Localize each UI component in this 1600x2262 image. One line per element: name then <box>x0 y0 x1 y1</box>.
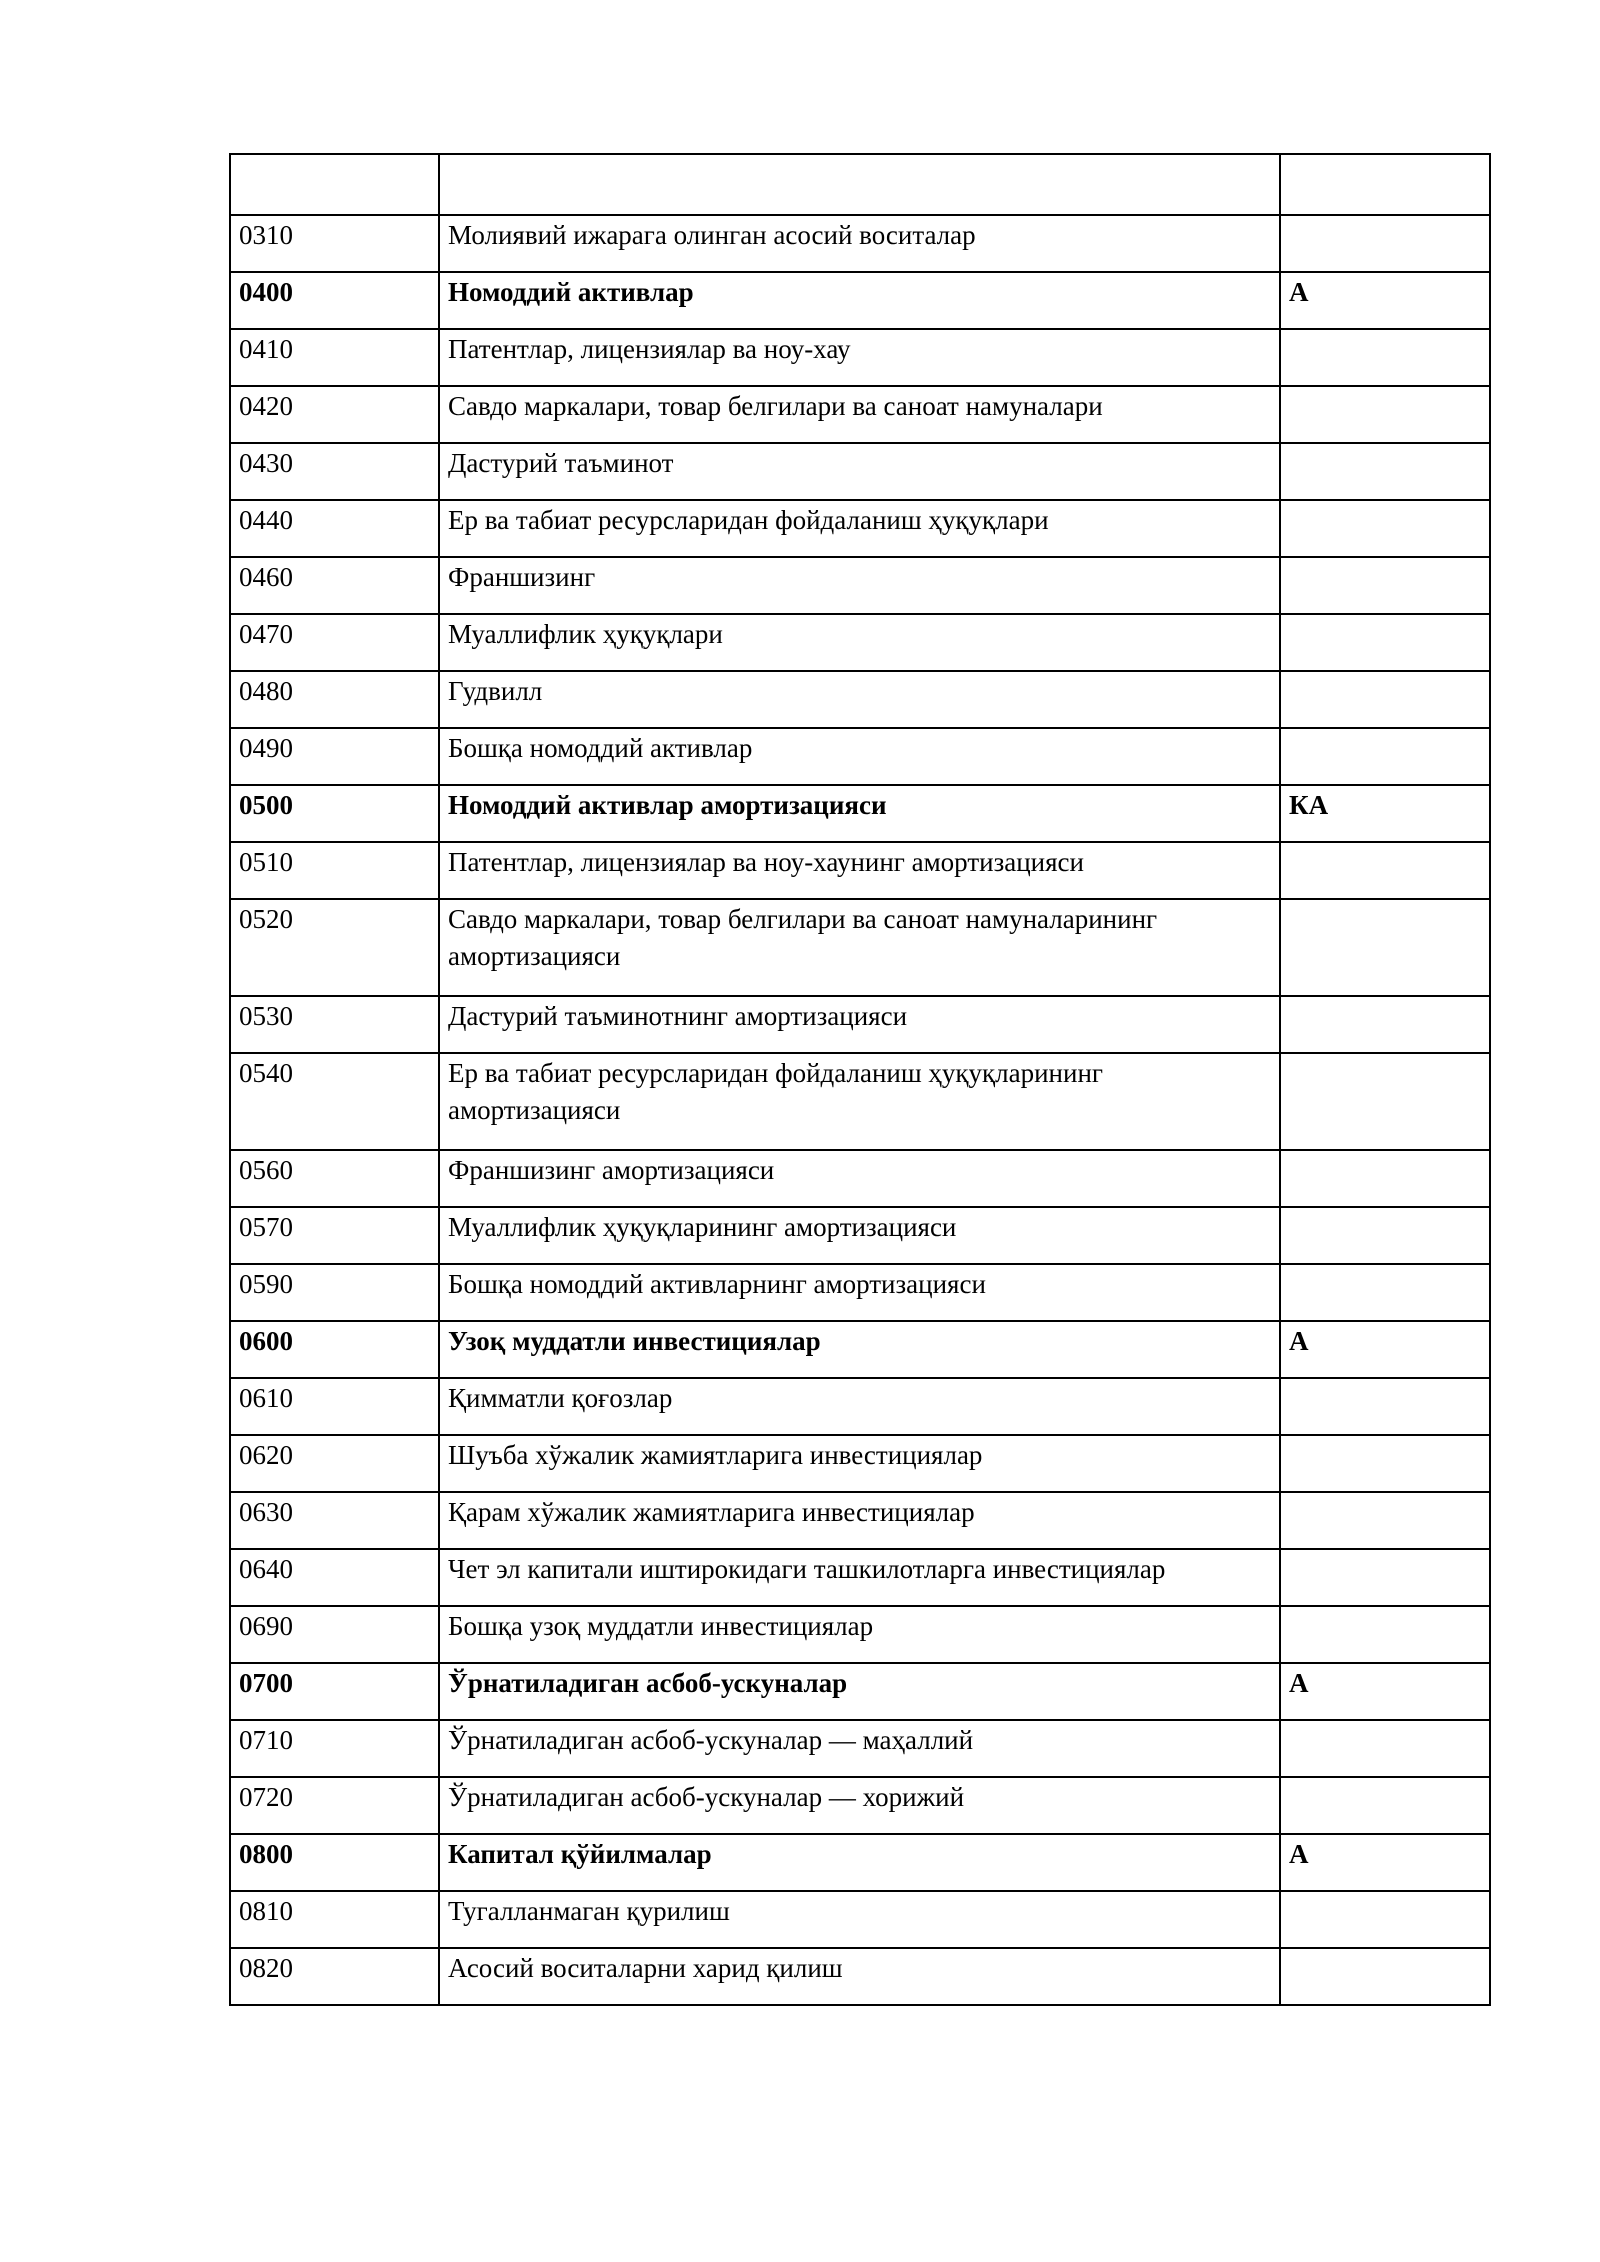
account-name-cell: Франшизинг амортизацияси <box>439 1150 1280 1207</box>
table-row <box>230 1492 1490 1549</box>
table-row <box>230 154 1490 215</box>
account-name-cell: Бошқа узоқ муддатли инвестициялар <box>439 1606 1280 1663</box>
account-name-cell: Молиявий ижарага олинган асосий воситалар <box>439 215 1280 272</box>
account-type-cell <box>1280 1264 1490 1321</box>
account-code-cell: 0520 <box>230 899 439 996</box>
account-code-cell: 0600 <box>230 1321 439 1378</box>
table-row <box>230 614 1490 671</box>
account-code-cell: 0690 <box>230 1606 439 1663</box>
account-name-cell: Ер ва табиат ресурсларидан фойдаланиш ҳуқуқлари <box>439 500 1280 557</box>
table-row <box>230 1207 1490 1264</box>
account-code-cell: 0510 <box>230 842 439 899</box>
table-row <box>230 1663 1490 1720</box>
account-type-cell: А <box>1280 272 1490 329</box>
account-type-cell <box>1280 1435 1490 1492</box>
account-type-cell <box>1280 899 1490 996</box>
account-code-cell: 0430 <box>230 443 439 500</box>
account-type-cell <box>1280 386 1490 443</box>
table-row <box>230 272 1490 329</box>
account-type-cell <box>1280 842 1490 899</box>
account-code-cell: 0590 <box>230 1264 439 1321</box>
account-type-cell <box>1280 1492 1490 1549</box>
account-name-cell: Франшизинг <box>439 557 1280 614</box>
account-code-cell: 0610 <box>230 1378 439 1435</box>
account-code-cell: 0700 <box>230 1663 439 1720</box>
account-name-cell: Муаллифлик ҳуқуқлари <box>439 614 1280 671</box>
account-code-cell: 0420 <box>230 386 439 443</box>
account-name-cell: Асосий воситаларни харид қилиш <box>439 1948 1280 2005</box>
account-type-cell <box>1280 557 1490 614</box>
account-type-cell <box>1280 443 1490 500</box>
account-type-cell <box>1280 329 1490 386</box>
account-type-cell <box>1280 1948 1490 2005</box>
table-row <box>230 1321 1490 1378</box>
table-row <box>230 329 1490 386</box>
account-code-cell: 0440 <box>230 500 439 557</box>
chart-of-accounts-table <box>229 153 1491 2006</box>
table-row <box>230 899 1490 996</box>
account-type-cell: А <box>1280 1834 1490 1891</box>
account-name-cell: Савдо маркалари, товар белгилари ва саноат намуналарининг амортизацияси <box>439 899 1280 996</box>
account-type-cell <box>1280 671 1490 728</box>
account-code-cell: 0460 <box>230 557 439 614</box>
account-code-cell: 0400 <box>230 272 439 329</box>
account-name-cell: Қарам хўжалик жамиятларига инвестициялар <box>439 1492 1280 1549</box>
account-type-cell <box>1280 500 1490 557</box>
table-row <box>230 443 1490 500</box>
account-type-cell <box>1280 1150 1490 1207</box>
account-code-cell: 0810 <box>230 1891 439 1948</box>
account-name-cell: Патентлар, лицензиялар ва ноу-хаунинг амортизацияси <box>439 842 1280 899</box>
account-name-cell: Савдо маркалари, товар белгилари ва саноат намуналари <box>439 386 1280 443</box>
account-code-cell: 0470 <box>230 614 439 671</box>
table-row <box>230 728 1490 785</box>
account-code-cell: 0480 <box>230 671 439 728</box>
account-name-cell: Шуъба хўжалик жамиятларига инвестициялар <box>439 1435 1280 1492</box>
account-code-cell: 0620 <box>230 1435 439 1492</box>
account-name-cell: Номоддий активлар <box>439 272 1280 329</box>
account-type-cell: А <box>1280 1663 1490 1720</box>
table-row <box>230 1720 1490 1777</box>
account-name-cell: Ер ва табиат ресурсларидан фойдаланиш ҳуқуқларининг амортизацияси <box>439 1053 1280 1150</box>
account-name-cell: Бошқа номоддий активлар <box>439 728 1280 785</box>
table-row <box>230 842 1490 899</box>
account-name-cell: Патентлар, лицензиялар ва ноу-хау <box>439 329 1280 386</box>
account-type-cell <box>1280 614 1490 671</box>
account-name-cell: Ўрнатиладиган асбоб-ускуналар — маҳаллий <box>439 1720 1280 1777</box>
account-type-cell <box>1280 1207 1490 1264</box>
account-code-cell: 0630 <box>230 1492 439 1549</box>
account-type-cell <box>1280 1378 1490 1435</box>
table-row <box>230 1378 1490 1435</box>
table-row <box>230 671 1490 728</box>
account-type-cell <box>1280 1720 1490 1777</box>
account-type-cell <box>1280 154 1490 215</box>
account-type-cell <box>1280 215 1490 272</box>
account-name-cell: Тугалланмаган қурилиш <box>439 1891 1280 1948</box>
account-type-cell <box>1280 1891 1490 1948</box>
account-code-cell: 0500 <box>230 785 439 842</box>
account-code-cell: 0410 <box>230 329 439 386</box>
table-row <box>230 785 1490 842</box>
account-code-cell: 0540 <box>230 1053 439 1150</box>
account-code-cell: 0720 <box>230 1777 439 1834</box>
table-body <box>230 154 1490 2005</box>
account-type-cell: А <box>1280 1321 1490 1378</box>
table-row <box>230 386 1490 443</box>
account-code-cell: 0570 <box>230 1207 439 1264</box>
account-name-cell: Бошқа номоддий активларнинг амортизацияси <box>439 1264 1280 1321</box>
table-row <box>230 1606 1490 1663</box>
account-type-cell <box>1280 1053 1490 1150</box>
table-row <box>230 1435 1490 1492</box>
account-code-cell: 0820 <box>230 1948 439 2005</box>
account-type-cell <box>1280 996 1490 1053</box>
table-row <box>230 1053 1490 1150</box>
account-name-cell: Узоқ муддатли инвестициялар <box>439 1321 1280 1378</box>
table-row <box>230 1948 1490 2005</box>
account-type-cell <box>1280 728 1490 785</box>
table-row <box>230 215 1490 272</box>
account-name-cell: Ўрнатиладиган асбоб-ускуналар — хорижий <box>439 1777 1280 1834</box>
account-name-cell: Қимматли қоғозлар <box>439 1378 1280 1435</box>
account-name-cell: Чет эл капитали иштирокидаги ташкилотларга инвестициялар <box>439 1549 1280 1606</box>
account-type-cell <box>1280 1777 1490 1834</box>
table-row <box>230 1549 1490 1606</box>
account-code-cell: 0710 <box>230 1720 439 1777</box>
table-row <box>230 1264 1490 1321</box>
account-name-cell: Дастурий таъминот <box>439 443 1280 500</box>
account-name-cell: Муаллифлик ҳуқуқларининг амортизацияси <box>439 1207 1280 1264</box>
table-row <box>230 557 1490 614</box>
account-code-cell: 0560 <box>230 1150 439 1207</box>
account-code-cell: 0310 <box>230 215 439 272</box>
account-code-cell: 0640 <box>230 1549 439 1606</box>
account-code-cell: 0800 <box>230 1834 439 1891</box>
account-name-cell <box>439 154 1280 215</box>
account-code-cell <box>230 154 439 215</box>
account-type-cell <box>1280 1549 1490 1606</box>
account-type-cell: КА <box>1280 785 1490 842</box>
account-name-cell: Гудвилл <box>439 671 1280 728</box>
account-name-cell: Дастурий таъминотнинг амортизацияси <box>439 996 1280 1053</box>
table-row <box>230 996 1490 1053</box>
account-code-cell: 0530 <box>230 996 439 1053</box>
table-row <box>230 1777 1490 1834</box>
table-row <box>230 1891 1490 1948</box>
table-row <box>230 1150 1490 1207</box>
account-type-cell <box>1280 1606 1490 1663</box>
account-name-cell: Ўрнатиладиган асбоб-ускуналар <box>439 1663 1280 1720</box>
account-code-cell: 0490 <box>230 728 439 785</box>
account-name-cell: Номоддий активлар амортизацияси <box>439 785 1280 842</box>
table-row <box>230 500 1490 557</box>
table-row <box>230 1834 1490 1891</box>
account-name-cell: Капитал қўйилмалар <box>439 1834 1280 1891</box>
